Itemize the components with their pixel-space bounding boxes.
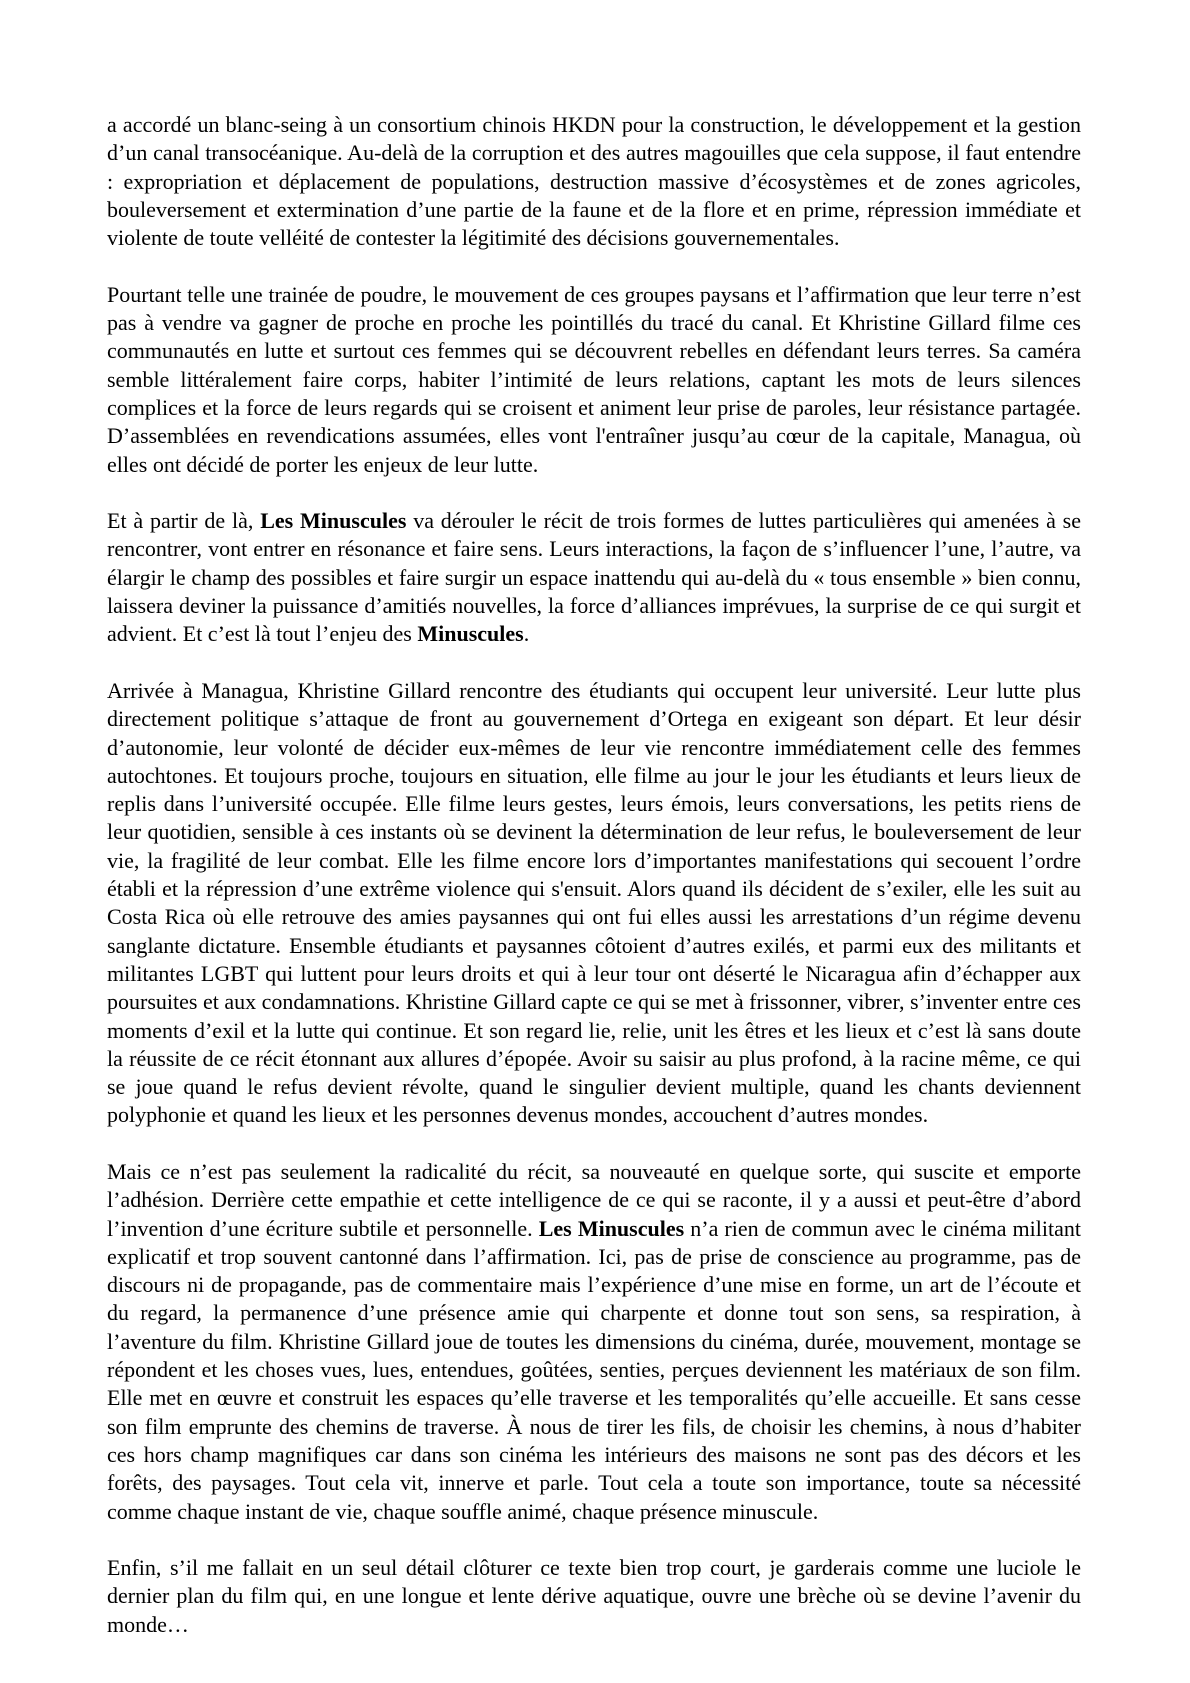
document-body — [107, 111, 1081, 1639]
bold-text-run: Les Minuscules — [538, 1215, 685, 1241]
paragraph — [107, 677, 1081, 1130]
text-run: a accordé un blanc-seing à un consortium chinois HKDN pour la construction, le développement et la gestion d’un canal transocéanique. Au-delà de la corruption et des autres magouilles que cela suppose, il faut entendre : expropriation et déplacement de populations, destruction massive d’écosystèmes et de zones agricoles, bouleversement et extermination d’une partie de la faune et de la flore et en prime, répression immédiate et violente de toute velléité de contester la légitimité des décisions gouvernementales. — [107, 112, 1081, 251]
text-run: Arrivée à Managua, Khristine Gillard rencontre des étudiants qui occupent leur université. Leur lutte plus directement politique s’attaque de front au gouvernement d’Ortega en exigeant son départ. Et leur désir d’autonomie, leur volonté de décider eux-mêmes de leur vie rencontre immédiatement celle des femmes autochtones. Et toujours proche, toujours en situation, elle filme au jour le jour les étudiants et leurs lieux de replis dans l’université occupée. Elle filme leurs gestes, leurs émois, leurs conversations, les petits riens de leur quotidien, sensible à ces instants où se devinent la détermination de leur refus, le bouleversement de leur vie, la fragilité de leur combat. Elle les filme encore lors d’importantes manifestations qui secouent l’ordre établi et la répression d’une extrême violence qui s'ensuit. Alors quand ils décident de s’exiler, elle les suit au Costa Rica où elle retrouve des amies paysannes qui ont fui elles aussi les arrestations d’un régime devenu sanglante dictature. Ensemble étudiants et paysannes côtoient d’autres exilés, et parmi eux des militants et militantes LGBT qui luttent pour leurs droits et qui à leur tour ont déserté le Nicaragua afin d’échapper aux poursuites et aux condamnations. Khristine Gillard capte ce qui se met à frissonner, vibrer, s’inventer entre ces moments d’exil et la lutte qui continue. Et son regard lie, relie, unit les êtres et les lieux et c’est là sans doute la réussite de ce récit étonnant aux allures d’épopée. Avoir su saisir au plus profond, à la racine même, ce qui se joue quand le refus devient révolte, quand le singulier devient multiple, quand les chants deviennent polyphonie et quand les lieux et les personnes devenus mondes, accouchent d’autres mondes. — [107, 677, 1081, 1128]
text-run: Et à partir de là, — [107, 508, 261, 534]
paragraph — [107, 507, 1081, 648]
paragraph — [107, 1158, 1081, 1526]
paragraph — [107, 111, 1081, 252]
text-run: Enfin, s’il me fallait en un seul détail clôturer ce texte bien trop court, je garderais comme une luciole le dernier plan du film qui, en une longue et lente dérive aquatique, ouvre une brèche où se devine l’avenir du monde… — [107, 1555, 1081, 1637]
text-run: Pourtant telle une trainée de poudre, le mouvement de ces groupes paysans et l’affirmation que leur terre n’est pas à vendre va gagner de proche en proche les pointillés du tracé du canal. Et Khristine Gillard filme ces communautés en lutte et surtout ces femmes qui se découvrent rebelles en défendant leurs terres. Sa caméra semble littéralement faire corps, habiter l’intimité de leurs relations, captant les mots de leurs silences complices et la force de leurs regards qui se croisent et animent leur prise de paroles, leur résistance partagée. D’assemblées en revendications assumées, elles vont l'entraîner jusqu’au cœur de la capitale, Managua, où elles ont décidé de porter les enjeux de leur lutte. — [107, 281, 1081, 477]
bold-text-run: Minuscules — [417, 621, 524, 647]
text-run: va dérouler le récit de trois formes de luttes particulières qui amenées à se rencontrer, vont entrer en résonance et faire sens. Leurs interactions, la façon de s’influencer l’une, l’autre, va élargir le champ des possibles et faire surgir un espace inattendu qui au-delà du « tous ensemble » bien connu, laissera deviner la puissance d’amitiés nouvelles, la force d’alliances imprévues, la surprise de ce qui surgit et advient. Et c’est là tout l’enjeu des — [107, 508, 1081, 647]
text-run: n’a rien de commun avec le cinéma militant explicatif et trop souvent cantonné dans l’affirmation. Ici, pas de prise de conscience au programme, pas de discours ni de propagande, pas de commentaire mais l’expérience d’une mise en forme, un art de l’écoute et du regard, la permanence d’une présence amie qui charpente et donne tout son sens, sa respiration, à l’aventure du film. Khristine Gillard joue de toutes les dimensions du cinéma, durée, mouvement, montage se répondent et les choses vues, lues, entendues, goûtées, senties, perçues deviennent les matériaux de son film. Elle met en œuvre et construit les espaces qu’elle traverse et les temporalités qu’elle accueille. Et sans cesse son film emprunte des chemins de traverse. À nous de tirer les fils, de choisir les chemins, à nous d’habiter ces hors champ magnifiques car dans son cinéma les intérieurs des maisons ne sont pas des décors et les forêts, des paysages. Tout cela vit, innerve et parle. Tout cela a toute son importance, toute sa nécessité comme chaque instant de vie, chaque souffle animé, chaque présence minuscule. — [107, 1215, 1081, 1524]
text-run: . — [523, 621, 530, 647]
text-run: Mais ce n’est pas seulement la radicalité du récit, sa nouveauté en quelque sorte, qui suscite et emporte l’adhésion. Derrière cette empathie et cette intelligence de ce qui se raconte, il y a aussi et peut-être d’abord l’invention d’une écriture subtile et personnelle. — [107, 1158, 1081, 1241]
paragraph — [107, 1554, 1081, 1639]
bold-text-run: Les Minuscules — [260, 508, 407, 534]
paragraph — [107, 281, 1081, 479]
